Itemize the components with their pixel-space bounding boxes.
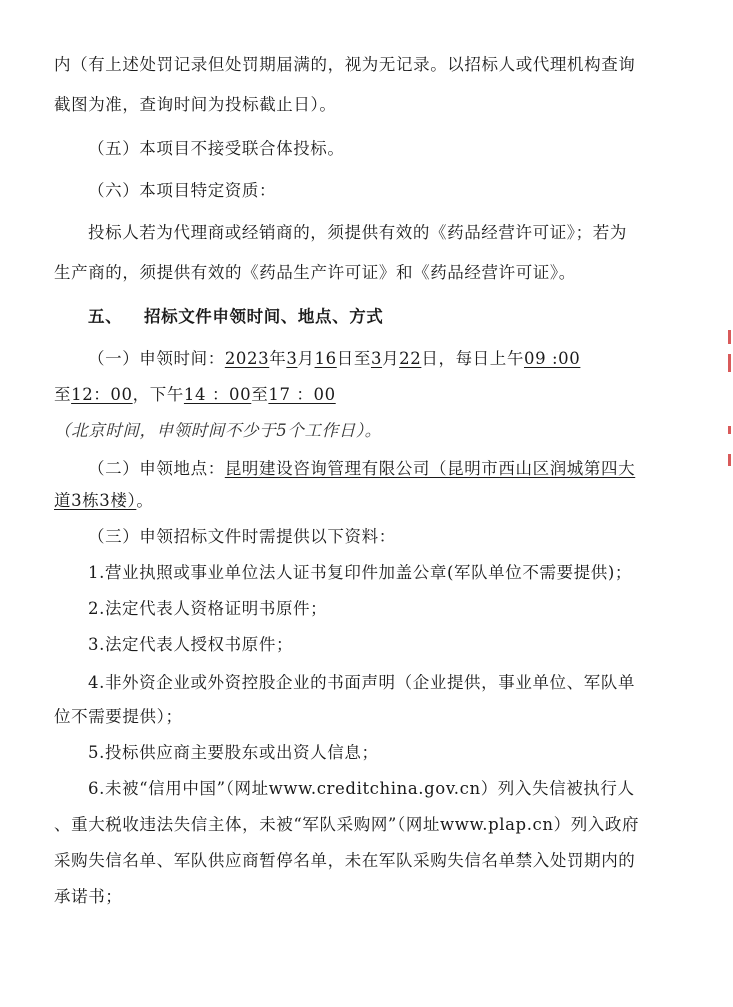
collection-place-value: 昆明建设咨询管理有限公司（昆明市西山区润城第四大: [224, 459, 636, 478]
period: 。: [136, 491, 154, 510]
start-month-value: 3: [286, 349, 298, 368]
morning-end-time: 12：00: [71, 385, 133, 404]
list-item-cont: 位不需要提供）；: [54, 707, 183, 726]
month-unit: 月: [382, 349, 400, 368]
to-text: 至: [251, 385, 269, 404]
month-unit: 月: [297, 349, 315, 368]
afternoon-end-time: 17 ：00: [268, 385, 336, 404]
start-day-value: 16: [314, 349, 337, 368]
afternoon-text: ，下午: [132, 385, 184, 404]
collection-time-line: [88, 348, 580, 370]
list-item-cont: 承诺书；: [54, 887, 123, 906]
end-day-value: 22: [399, 349, 422, 368]
collection-place-line-2: [54, 490, 153, 512]
section-item-six: （六）本项目特定资质：: [88, 181, 277, 200]
year-value: 2023: [224, 349, 270, 368]
section-item-five: （五）本项目不接受联合体投标。: [88, 139, 345, 158]
list-item-cont: 采购失信名单、军队供应商暂停名单，未在军队采购失信名单禁入处罚期内的: [54, 851, 636, 870]
to-text: 至: [54, 385, 72, 404]
year-unit: 年: [269, 349, 287, 368]
list-item: 1.营业执照或事业单位法人证书复印件加盖公章(军队单位不需要提供)；: [88, 563, 633, 582]
end-month-value: 3: [370, 349, 383, 368]
time-note: （北京时间，申领时间不少于5个工作日）。: [54, 421, 382, 440]
collection-time-line-2: [54, 384, 336, 406]
day-to-text: 日至: [336, 349, 371, 368]
text-line: 内（有上述处罚记录但处罚期届满的，视为无记录。以招标人或代理机构查询: [54, 55, 636, 74]
list-item: 4.非外资企业或外资控股企业的书面声明（企业提供，事业单位、军队单: [88, 673, 636, 692]
list-item: 2.法定代表人资格证明书原件；: [88, 599, 328, 618]
afternoon-start-time: 14 ：00: [183, 385, 252, 404]
daily-morning-text: 日，每日上午: [421, 349, 524, 368]
text-line: 生产商的，须提供有效的《药品生产许可证》和《药品经营许可证》。: [54, 263, 576, 282]
section-heading-number: 五、: [88, 307, 123, 326]
list-item: 5.投标供应商主要股东或出资人信息；: [88, 743, 379, 762]
collection-place-label: （二）申领地点：: [88, 459, 225, 478]
text-line: 截图为准，查询时间为投标截止日）。: [54, 95, 337, 114]
required-docs-heading: （三）申领招标文件时需提供以下资料：: [88, 527, 396, 546]
text-line: 投标人若为代理商或经销商的，须提供有效的《药品经营许可证》；若为: [88, 223, 627, 242]
section-heading-title: 招标文件申领时间、地点、方式: [144, 307, 384, 326]
list-item: 6.未被“信用中国”（网址www.creditchina.gov.cn）列入失信被执行人: [88, 779, 635, 798]
list-item: 3.法定代表人授权书原件；: [88, 635, 294, 654]
collection-time-label: （一）申领时间：: [88, 349, 225, 368]
morning-start-time: 09 :00: [523, 349, 581, 368]
collection-place-line: [88, 458, 635, 480]
list-item-cont: 、重大税收违法失信主体，未被“军队采购网”（网址www.plap.cn）列入政府: [54, 815, 640, 834]
collection-place-value-cont: 道3栋3楼）: [54, 491, 137, 510]
edge-markings: [728, 330, 731, 470]
